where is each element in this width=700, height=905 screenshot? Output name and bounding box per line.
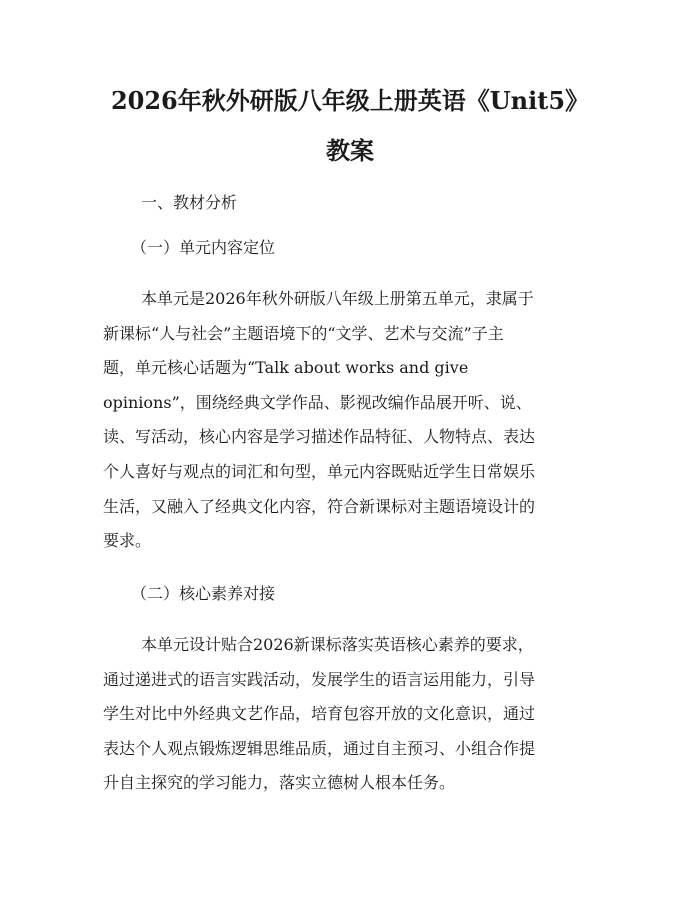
section-heading-textbook-analysis: 一、教材分析 [141, 193, 238, 212]
paragraph-line: 学生对比中外经典文艺作品，培育包容开放的文化意识，通过 [103, 704, 536, 724]
paragraph-line: 题，单元核心话题为“Talk about works and give [103, 358, 469, 378]
paragraph-line: opinions”，围绕经典文学作品、影视改编作品展开听、说、 [103, 392, 532, 412]
paragraph-line: 本单元是2026年秋外研版八年级上册第五单元，隶属于 [141, 289, 534, 308]
paragraph-line: 通过递进式的语言实践活动，发展学生的语言运用能力，引导 [103, 669, 536, 689]
paragraph-line: 表达个人观点锻炼逻辑思维品质，通过自主预习、小组合作提 [103, 738, 536, 758]
paragraph-line: 读、写活动，核心内容是学习描述作品特征、人物特点、表达 [103, 427, 536, 447]
paragraph-line: 要求。 [103, 531, 152, 551]
paragraph-line: 本单元设计贴合2026新课标落实英语核心素养的要求， [141, 635, 534, 654]
paragraph-line: 新课标“人与社会”主题语境下的“文学、艺术与交流”子主 [103, 323, 504, 343]
document-title-line2: 教案 [326, 136, 374, 165]
paragraph-unit-positioning [103, 282, 603, 559]
subsection-heading-core-literacy: （二）核心素养对接 [131, 584, 276, 603]
paragraph-line: 生活，又融入了经典文化内容，符合新课标对主题语境设计的 [103, 496, 536, 516]
paragraph-line: 个人喜好与观点的词汇和句型，单元内容既贴近学生日常娱乐 [103, 461, 536, 481]
document-title: 2026年秋外研版八年级上册英语《Unit5》 [110, 86, 590, 115]
paragraph-core-literacy [103, 628, 603, 801]
subsection-heading-unit-positioning: （一）单元内容定位 [131, 238, 276, 257]
paragraph-line: 升自主探究的学习能力，落实立德树人根本任务。 [103, 773, 456, 793]
